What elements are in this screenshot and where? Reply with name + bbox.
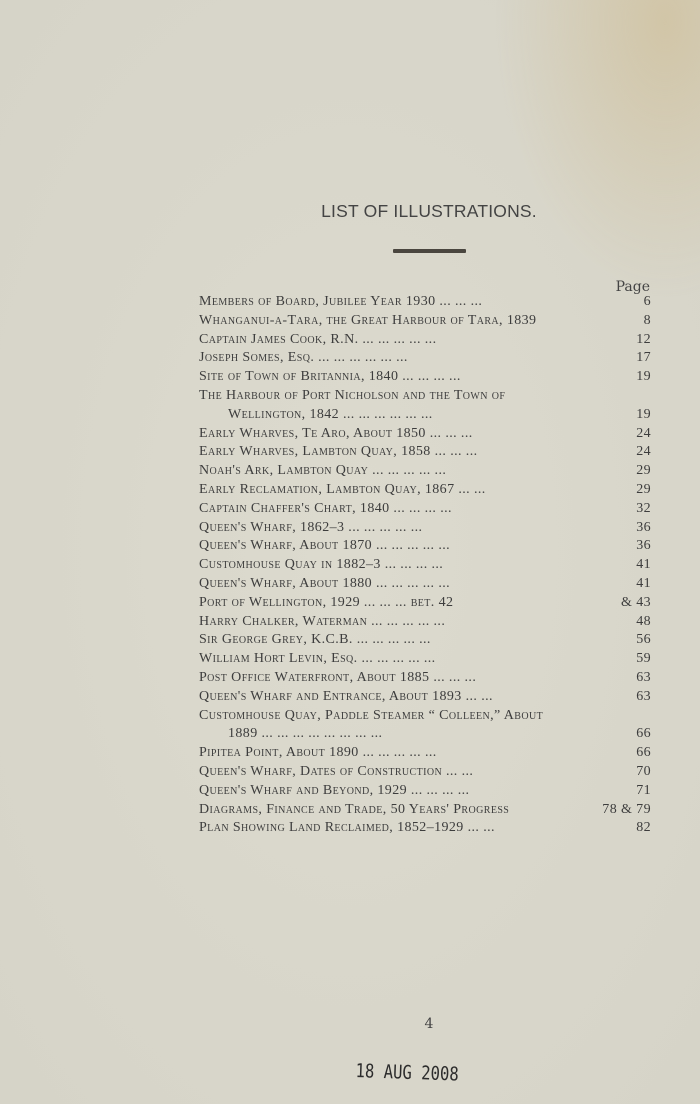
entry-title: The Harbour of Port Nicholson and the Town of (199, 387, 506, 403)
list-item (199, 650, 651, 669)
entry-title: Port of Wellington, 1929 ... ... ... bet. 42 (199, 594, 454, 610)
entry-title: Queen's Wharf, About 1880 ... ... ... ... ... (199, 575, 451, 591)
entry-page-number: 12 (636, 331, 651, 347)
entry-page-number: 29 (636, 481, 651, 497)
list-item (199, 537, 651, 556)
list-item (199, 293, 651, 312)
entry-page-number: 48 (636, 613, 651, 629)
entry-title: Queen's Wharf, Dates of Construction ... ... (199, 763, 474, 779)
entry-page-number: 66 (636, 745, 651, 761)
entry-page-number: 6 (643, 294, 651, 309)
list-item (199, 556, 651, 575)
entry-title: Captain James Cook, R.N. ... ... ... ... ... (199, 331, 437, 347)
entry-page-number: 41 (636, 575, 651, 591)
entry-title-continued: 1889 ... ... ... ... ... ... ... ... (228, 726, 383, 742)
list-item (199, 819, 651, 838)
list-item (199, 349, 651, 368)
title-rule (393, 249, 466, 253)
page-number: 4 (424, 1016, 434, 1032)
entry-page-number: 70 (636, 763, 651, 779)
list-item (199, 707, 651, 745)
illustrations-list (199, 293, 651, 838)
entry-title: Queen's Wharf and Beyond, 1929 ... ... ... ... (199, 782, 470, 798)
entry-title: William Hort Levin, Esq. ... ... ... ... ... (199, 651, 436, 667)
entry-page-number: 8 (643, 312, 651, 328)
page-column-heading: Page (615, 279, 650, 295)
list-item (199, 519, 651, 538)
entry-page-number: 82 (636, 820, 651, 836)
entry-page-number: 59 (636, 651, 651, 667)
entry-page-number: 19 (636, 369, 651, 385)
list-item (199, 312, 651, 331)
entry-page-number: 36 (636, 538, 651, 554)
entry-page-number: 29 (636, 463, 651, 479)
date-stamp: 18 AUG 2008 (355, 1060, 460, 1086)
list-item (199, 763, 651, 782)
entry-page-number: 24 (636, 425, 651, 441)
entry-title: Customhouse Quay, Paddle Steamer “ Colleen,” About (199, 707, 544, 723)
list-item (199, 443, 651, 462)
entry-title: Queen's Wharf, About 1870 ... ... ... ... ... (199, 538, 451, 554)
entry-page-number: 56 (636, 632, 651, 648)
list-item (199, 368, 651, 387)
list-item (199, 331, 651, 350)
list-item (199, 613, 651, 632)
entry-title: Sir George Grey, K.C.B. ... ... ... ... ... (199, 632, 431, 648)
list-item (199, 801, 651, 820)
entry-title: Site of Town of Britannia, 1840 ... ... ... ... (199, 369, 461, 385)
entry-page-number: 66 (636, 726, 651, 742)
list-item (199, 575, 651, 594)
list-item (199, 387, 651, 425)
entry-page-number: 19 (636, 406, 651, 422)
entry-page-number: 41 (636, 557, 651, 573)
entry-page-number: 36 (636, 519, 651, 535)
entry-title: Pipitea Point, About 1890 ... ... ... ... ... (199, 745, 437, 761)
entry-page-number: 24 (636, 444, 651, 460)
entry-title: Harry Chalker, Waterman ... ... ... ... ... (199, 613, 446, 629)
entry-page-number: & 43 (621, 594, 651, 610)
entry-page-number: 32 (636, 500, 651, 516)
entry-page-number: 63 (636, 688, 651, 704)
page-title: LIST OF ILLUSTRATIONS. (321, 201, 537, 221)
list-item (199, 782, 651, 801)
entry-title: Post Office Waterfront, About 1885 ... ... ... (199, 669, 477, 685)
list-item (199, 744, 651, 763)
entry-title: Noah's Ark, Lambton Quay ... ... ... ... ... (199, 463, 447, 479)
entry-page-number: 17 (636, 350, 651, 366)
list-item (199, 425, 651, 444)
list-item (199, 462, 651, 481)
list-item (199, 500, 651, 519)
list-item (199, 481, 651, 500)
list-item (199, 631, 651, 650)
entry-page-number: 71 (636, 782, 651, 798)
entry-title: Plan Showing Land Reclaimed, 1852–1929 ... ... (199, 820, 495, 836)
list-item (199, 688, 651, 707)
entry-title: Early Wharves, Te Aro, About 1850 ... ... ... (199, 425, 473, 441)
entry-title: Diagrams, Finance and Trade, 50 Years' Progress (199, 801, 510, 817)
entry-page-number: 63 (636, 669, 651, 685)
entry-title: Joseph Somes, Esq. ... ... ... ... ... ... (199, 350, 408, 366)
entry-title: Whanganui-a-Tara, the Great Harbour of Tara, 1839 (199, 312, 537, 328)
entry-title: Queen's Wharf, 1862–3 ... ... ... ... ... (199, 519, 423, 535)
entry-title: Customhouse Quay in 1882–3 ... ... ... ... (199, 557, 444, 573)
entry-title: Early Reclamation, Lambton Quay, 1867 ... ... (199, 481, 486, 497)
entry-page-number: 78 & 79 (602, 801, 651, 817)
list-item (199, 669, 651, 688)
entry-title: Queen's Wharf and Entrance, About 1893 ... ... (199, 688, 493, 704)
entry-title: Captain Chaffer's Chart, 1840 ... ... ... ... (199, 500, 452, 516)
entry-title-continued: Wellington, 1842 ... ... ... ... ... ... (228, 406, 433, 422)
entry-title: Early Wharves, Lambton Quay, 1858 ... ... ... (199, 444, 478, 460)
entry-title: Members of Board, Jubilee Year 1930 ... ... ... (199, 294, 483, 309)
list-item (199, 594, 651, 613)
